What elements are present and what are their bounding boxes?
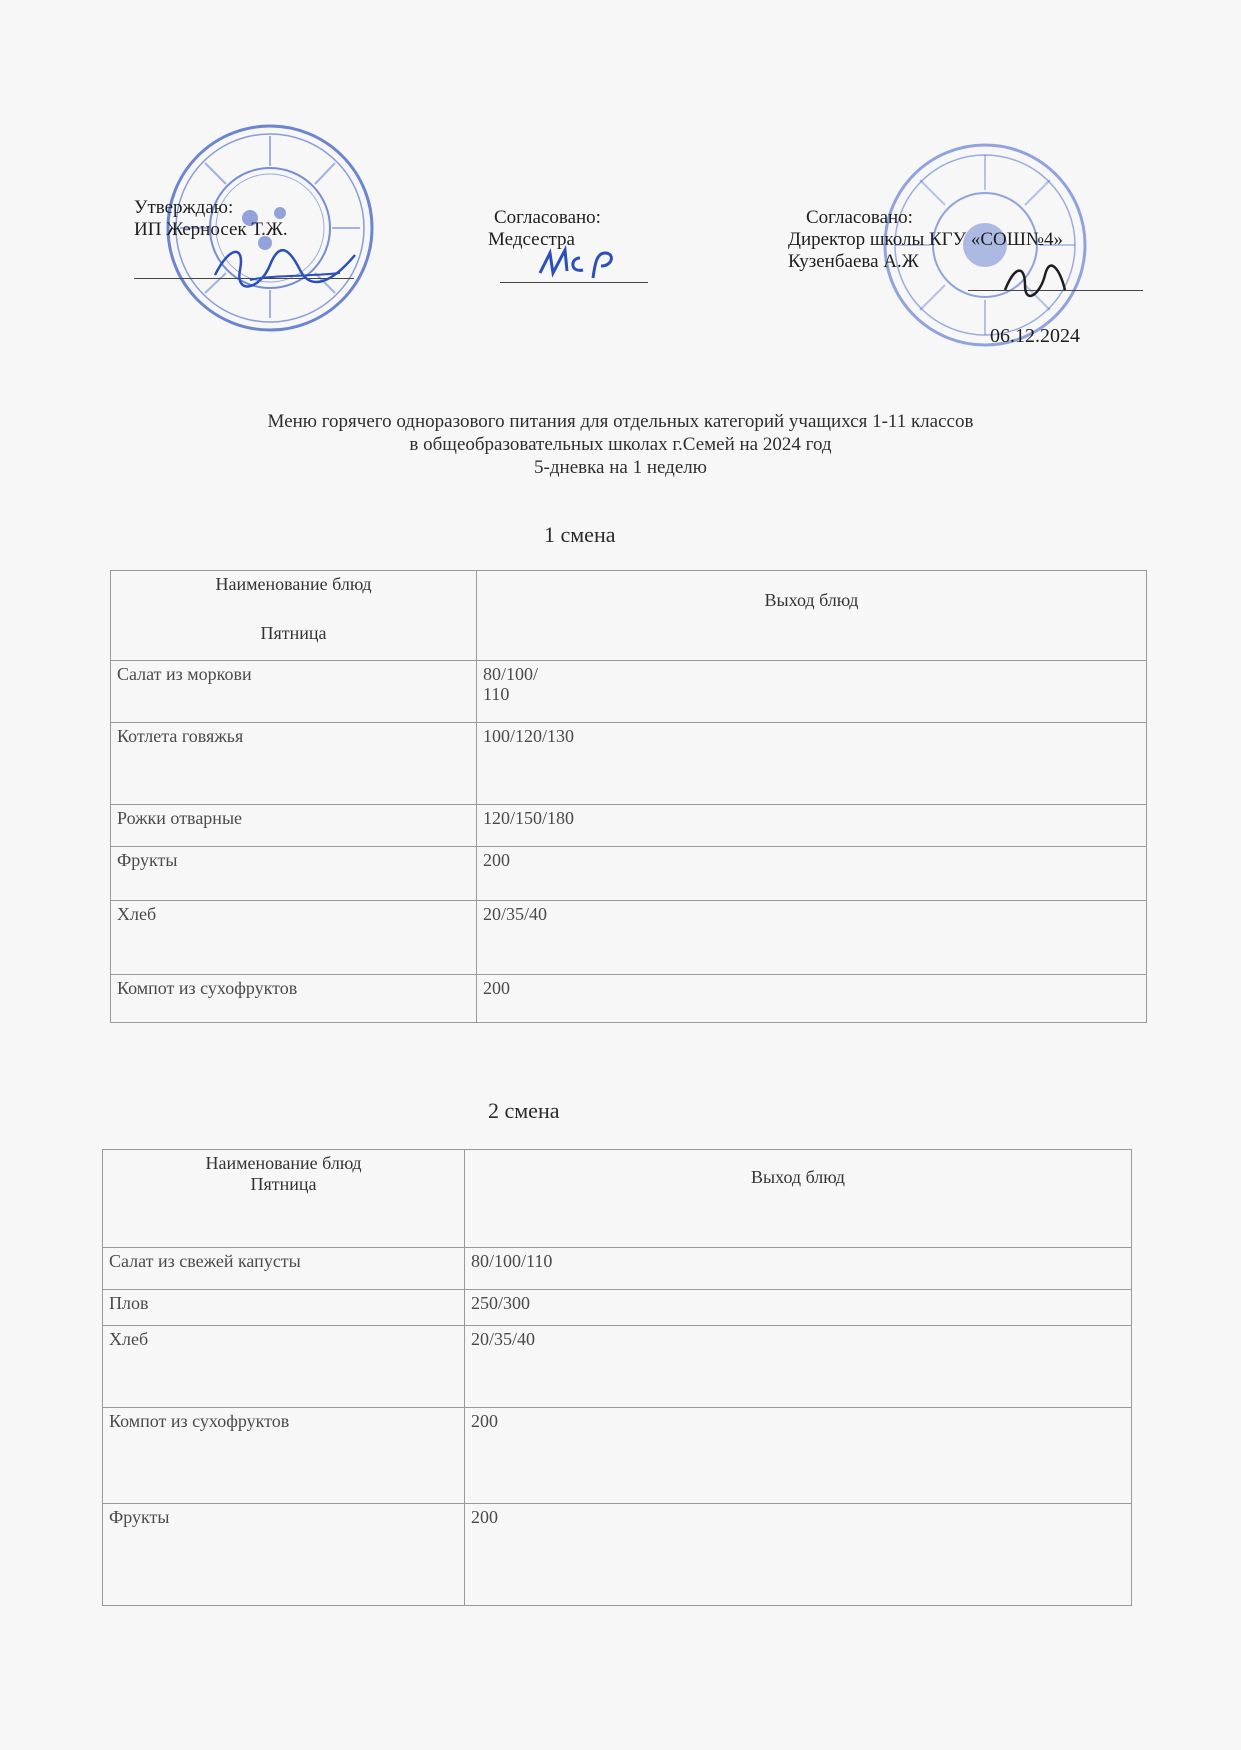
- table-row: [111, 975, 1147, 1023]
- approver-name: ИП Жерносек Т.Ж.: [134, 219, 288, 240]
- dish-output: 20/35/40: [465, 1326, 1132, 1408]
- table-row: [111, 723, 1147, 805]
- shift2-heading: 2 смена: [488, 1098, 560, 1123]
- dish-name: Компот из сухофруктов: [111, 975, 477, 1023]
- dish-output: 100/120/130: [477, 723, 1147, 805]
- dish-output: 80/100/ 110: [477, 661, 1147, 723]
- table-row: [103, 1408, 1132, 1504]
- dish-name: Салат из свежей капусты: [103, 1248, 465, 1290]
- shift2-col-name-header: [103, 1150, 465, 1248]
- table-row: [103, 1326, 1132, 1408]
- table-row: [103, 1290, 1132, 1326]
- dish-output: 200: [465, 1504, 1132, 1606]
- table-row: [103, 1504, 1132, 1606]
- shift2-col-output: Выход блюд: [751, 1167, 845, 1187]
- nurse-signature-icon: [535, 238, 630, 288]
- dish-name: Салат из моркови: [111, 661, 477, 723]
- approver-signature-icon: [210, 235, 360, 295]
- director-name: Кузенбаева А.Ж: [788, 251, 919, 272]
- director-label: Согласовано:: [806, 207, 913, 228]
- shift1-col-day: Пятница: [260, 623, 327, 643]
- approval-date: 06.12.2024: [990, 325, 1080, 347]
- table-row: [111, 847, 1147, 901]
- table-row: [111, 901, 1147, 975]
- table-row: [111, 805, 1147, 847]
- shift2-col-day: Пятница: [250, 1174, 317, 1194]
- shift1-col-name: Наименование блюд: [215, 574, 372, 594]
- table-row: [111, 661, 1147, 723]
- dish-name: Плов: [103, 1290, 465, 1326]
- shift1-col-output-header: [477, 571, 1147, 661]
- dish-name: Фрукты: [103, 1504, 465, 1606]
- nurse-label: Согласовано:: [494, 207, 601, 228]
- shift1-col-output: Выход блюд: [764, 590, 859, 610]
- dish-name: Компот из сухофруктов: [103, 1408, 465, 1504]
- director-signature-icon: [1000, 260, 1070, 300]
- dish-output: 20/35/40: [477, 901, 1147, 975]
- dish-output: 80/100/110: [465, 1248, 1132, 1290]
- dish-name: Фрукты: [111, 847, 477, 901]
- shift1-menu-table: [110, 570, 1147, 1023]
- dish-name: Рожки отварные: [111, 805, 477, 847]
- dish-name: Хлеб: [103, 1326, 465, 1408]
- approver-label: Утверждаю:: [134, 197, 234, 218]
- dish-output: 250/300: [465, 1290, 1132, 1326]
- dish-name: Хлеб: [111, 901, 477, 975]
- dish-output: 200: [465, 1408, 1132, 1504]
- dish-output: 200: [477, 847, 1147, 901]
- director-role: Директор школы КГУ «СОШ№4»: [788, 229, 1064, 250]
- nurse-role: Медсестра: [488, 229, 575, 250]
- document-title-line1: Меню горячего одноразового питания для отдельных категорий учащихся 1-11 классов: [267, 411, 974, 432]
- shift1-heading: 1 смена: [544, 522, 616, 547]
- dish-name: Котлета говяжья: [111, 723, 477, 805]
- document-title-line3: 5-дневка на 1 неделю: [534, 457, 707, 478]
- shift2-menu-table: [102, 1149, 1132, 1606]
- shift2-col-output-header: [465, 1150, 1132, 1248]
- shift1-col-name-header: [111, 571, 477, 661]
- document-title-line2: в общеобразовательных школах г.Семей на 2024 год: [409, 434, 832, 455]
- dish-output: 120/150/180: [477, 805, 1147, 847]
- table-row: [103, 1248, 1132, 1290]
- dish-output: 200: [477, 975, 1147, 1023]
- shift2-col-name: Наименование блюд: [205, 1153, 362, 1173]
